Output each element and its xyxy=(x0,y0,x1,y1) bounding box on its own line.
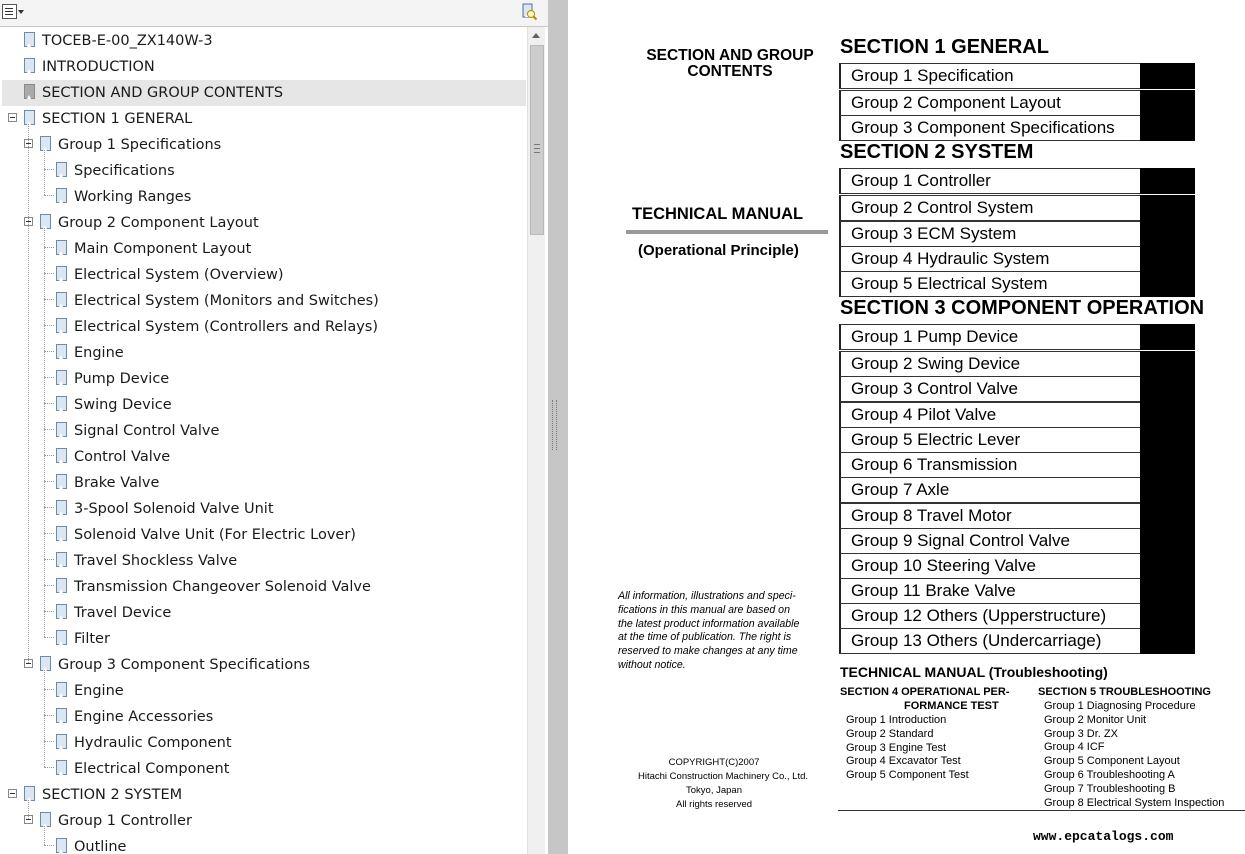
bookmark-tree xyxy=(2,28,526,854)
bookmark-icon xyxy=(56,318,67,333)
tm-subtitle: (Operational Principle) xyxy=(638,242,799,259)
bookmark-item[interactable] xyxy=(2,132,526,158)
scroll-thumb[interactable] xyxy=(530,45,544,235)
troubleshooting-title: TECHNICAL MANUAL (Troubleshooting) xyxy=(840,664,1108,680)
group-entry xyxy=(839,477,1194,503)
bookmark-icon xyxy=(24,786,35,801)
group-entry xyxy=(839,271,1194,297)
tree-connector xyxy=(44,845,54,846)
section-tab-marker xyxy=(1140,90,1195,116)
tree-connector xyxy=(44,585,54,586)
section-tab-marker xyxy=(1140,628,1195,654)
tree-connector xyxy=(44,169,54,170)
group-label: Group 2 Swing Device xyxy=(851,354,1021,373)
section-tab-marker xyxy=(1140,195,1195,221)
group-label: Group 13 Others (Undercarriage) xyxy=(851,631,1102,650)
bookmark-label: Travel Device xyxy=(74,605,172,621)
tree-connector xyxy=(44,741,54,742)
group-entry xyxy=(839,553,1194,579)
bookmark-label: Transmission Changeover Solenoid Valve xyxy=(74,579,371,595)
tree-connector xyxy=(44,507,54,508)
bookmark-icon xyxy=(56,396,67,411)
group-label: Group 10 Steering Valve xyxy=(851,556,1036,575)
section-4-title: SECTION 4 OPERATIONAL PER- FORMANCE TEST xyxy=(840,686,1010,712)
bookmark-item[interactable] xyxy=(2,470,526,496)
bookmark-item[interactable] xyxy=(2,548,526,574)
scroll-up-arrow-icon[interactable] xyxy=(528,27,545,44)
bookmark-label: Outline xyxy=(74,839,127,854)
bookmark-icon xyxy=(24,32,35,47)
bookmark-icon xyxy=(40,136,51,151)
ts-group-line: Group 1 Introduction xyxy=(846,714,947,726)
bookmark-icon xyxy=(56,552,67,567)
tree-connector xyxy=(44,767,54,768)
bookmark-icon xyxy=(56,370,67,385)
bookmark-icon xyxy=(56,240,67,255)
group-entry xyxy=(839,63,1194,89)
notice-line: without notice. xyxy=(618,658,686,671)
bookmark-label: Brake Valve xyxy=(74,475,160,491)
bookmark-icon xyxy=(56,474,67,489)
section-tab-marker xyxy=(1140,168,1195,194)
group-entry xyxy=(839,376,1194,402)
ts-group-line: Group 4 ICF xyxy=(1044,741,1105,754)
tree-connector xyxy=(44,195,54,196)
bookmark-icon xyxy=(56,448,67,463)
bookmark-icon xyxy=(56,526,67,541)
section-tab-marker xyxy=(1140,324,1195,350)
bookmark-item[interactable] xyxy=(2,340,526,366)
bookmark-icon xyxy=(40,656,51,671)
bookmark-icon xyxy=(56,708,67,723)
bookmark-item[interactable] xyxy=(2,366,526,392)
tree-connector xyxy=(44,826,45,845)
bookmark-label: Control Valve xyxy=(74,449,171,465)
bookmark-item[interactable] xyxy=(2,80,526,106)
tm-title-rule xyxy=(626,230,828,234)
section-heading: SECTION 2 SYSTEM xyxy=(840,141,1034,163)
bookmark-item[interactable] xyxy=(2,756,526,782)
bookmark-item[interactable] xyxy=(2,730,526,756)
ts-group-line: Group 5 Component Layout xyxy=(1044,755,1180,768)
document-page xyxy=(568,0,1245,854)
bookmark-item[interactable] xyxy=(2,808,526,834)
ts-group-line: Group 6 Troubleshooting A xyxy=(1044,768,1175,781)
section-tab-marker xyxy=(1140,528,1195,554)
copyright-block xyxy=(638,756,809,812)
section-5-title: SECTION 5 TROUBLESHOOTING xyxy=(1038,686,1211,698)
bookmark-label: Pump Device xyxy=(74,371,170,387)
group-label: Group 7 Axle xyxy=(851,480,950,499)
group-label: Group 3 ECM System xyxy=(851,224,1017,243)
tree-connector xyxy=(44,351,54,352)
ts-group-line: Group 2 Standard xyxy=(846,727,934,740)
tree-connector xyxy=(44,637,54,638)
group-entry xyxy=(839,528,1194,554)
bookmark-label: Specifications xyxy=(74,163,175,179)
bookmarks-scrollbar[interactable] xyxy=(527,27,545,854)
tree-connector xyxy=(44,228,45,637)
section-heading: SECTION 3 COMPONENT OPERATION xyxy=(840,297,1205,319)
section-4-groups xyxy=(846,714,969,783)
bookmark-icon xyxy=(24,110,35,125)
section-heading: SECTION 1 GENERAL xyxy=(840,36,1049,58)
bookmark-icon xyxy=(56,760,67,775)
watermark: www.epcatalogs.com xyxy=(1033,829,1174,844)
group-entry xyxy=(839,402,1194,428)
bookmark-item[interactable] xyxy=(2,288,526,314)
ts-group-line: Group 1 Diagnosing Procedure xyxy=(1044,700,1196,712)
group-label: Group 11 Brake Valve xyxy=(851,581,1016,600)
group-label: Group 9 Signal Control Valve xyxy=(851,531,1070,550)
ts-group-line: Group 4 Excavator Test xyxy=(846,755,961,768)
bookmark-icon xyxy=(56,344,67,359)
find-bookmark-icon[interactable] xyxy=(520,3,538,21)
section-tab-marker xyxy=(1140,271,1195,297)
bookmark-label: Solenoid Valve Unit (For Electric Lover) xyxy=(74,527,356,543)
bookmark-label: Group 2 Component Layout xyxy=(58,215,259,231)
section-tab-marker xyxy=(1140,553,1195,579)
bookmark-label: Electrical System (Monitors and Switches) xyxy=(74,293,379,309)
section-tab-marker xyxy=(1140,578,1195,604)
section-tab-marker xyxy=(1140,115,1195,141)
section-5-groups xyxy=(1044,700,1224,810)
bookmark-label: Group 3 Component Specifications xyxy=(58,657,311,673)
bookmark-item[interactable] xyxy=(2,418,526,444)
ts-group-line: Group 2 Monitor Unit xyxy=(1044,713,1147,726)
bookmark-label: Main Component Layout xyxy=(74,241,252,257)
bookmark-label: Hydraulic Component xyxy=(74,735,232,751)
tree-connector xyxy=(44,247,54,248)
group-label: Group 12 Others (Upperstructure) xyxy=(851,606,1107,625)
bookmark-item[interactable] xyxy=(2,54,526,80)
bookmark-label: Electrical Component xyxy=(74,761,230,777)
bookmark-item[interactable] xyxy=(2,574,526,600)
section-tab-marker xyxy=(1140,503,1195,529)
bookmark-icon xyxy=(40,812,51,827)
bookmark-icon xyxy=(24,58,35,73)
group-entry xyxy=(839,246,1194,272)
tree-connector xyxy=(44,273,54,274)
tree-connector xyxy=(44,559,54,560)
tree-connector xyxy=(28,124,29,663)
bookmark-item[interactable] xyxy=(2,262,526,288)
tree-connector xyxy=(44,150,45,195)
tree-connector xyxy=(44,429,54,430)
group-label: Group 2 Component Layout xyxy=(851,93,1061,112)
bookmark-label: Electrical System (Overview) xyxy=(74,267,284,283)
ts-group-line: Group 8 Electrical System Inspection xyxy=(1044,796,1225,809)
bookmark-icon xyxy=(56,188,67,203)
bookmark-item[interactable] xyxy=(2,106,526,132)
tree-connector xyxy=(44,670,45,767)
ts-group-line: Group 7 Troubleshooting B xyxy=(1044,782,1176,795)
notice-line: fications in this manual are based on xyxy=(618,603,790,616)
bookmark-grey-icon xyxy=(24,84,35,99)
group-entry xyxy=(839,324,1194,350)
notice-line: All information, illustrations and speci- xyxy=(618,590,796,602)
bookmark-label: Swing Device xyxy=(74,397,172,413)
bookmark-label: 3-Spool Solenoid Valve Unit xyxy=(74,501,274,517)
group-label: Group 3 Control Valve xyxy=(851,379,1018,398)
tree-connector xyxy=(44,403,54,404)
tree-connector xyxy=(44,299,54,300)
group-entry xyxy=(839,221,1194,247)
group-entry xyxy=(839,351,1194,377)
bookmark-label: INTRODUCTION xyxy=(42,59,155,75)
bookmark-label: Group 1 Controller xyxy=(58,813,192,829)
section-tab-marker xyxy=(1140,63,1195,89)
tree-connector xyxy=(44,325,54,326)
bookmark-item[interactable] xyxy=(2,678,526,704)
bookmark-label: Engine xyxy=(74,345,124,361)
bookmark-item[interactable] xyxy=(2,392,526,418)
bookmark-item[interactable] xyxy=(2,652,526,678)
bookmark-label: Engine xyxy=(74,683,124,699)
ts-group-line: Group 3 Dr. ZX xyxy=(1044,727,1118,740)
group-entry xyxy=(839,578,1194,604)
bookmark-item[interactable] xyxy=(2,496,526,522)
group-label: Group 2 Control System xyxy=(851,198,1034,217)
group-label: Group 1 Pump Device xyxy=(851,327,1019,346)
bookmark-label: Engine Accessories xyxy=(74,709,214,725)
tree-connector xyxy=(44,611,54,612)
bookmark-icon xyxy=(56,578,67,593)
tree-connector xyxy=(44,455,54,456)
group-entry xyxy=(839,195,1194,221)
bookmark-label: Filter xyxy=(74,631,110,647)
bookmark-icon xyxy=(56,500,67,515)
bookmark-label: Working Ranges xyxy=(74,189,192,205)
options-menu-icon[interactable] xyxy=(2,3,26,21)
bookmark-icon xyxy=(56,266,67,281)
group-label: Group 1 Specification xyxy=(851,66,1014,85)
bookmark-label: SECTION 2 SYSTEM xyxy=(42,787,183,803)
bookmark-label: Group 1 Specifications xyxy=(58,137,222,153)
notice-line: the latest product information available xyxy=(618,617,800,630)
section-tab-marker xyxy=(1140,376,1195,402)
ts-group-line: Group 3 Engine Test xyxy=(846,741,947,754)
bookmark-item[interactable] xyxy=(2,444,526,470)
bookmark-item[interactable] xyxy=(2,626,526,652)
group-entry xyxy=(839,603,1194,629)
group-label: Group 8 Travel Motor xyxy=(851,506,1012,525)
section-tab-marker xyxy=(1140,477,1195,503)
bookmark-label: TOCEB-E-00_ZX140W-3 xyxy=(42,33,213,49)
group-label: Group 1 Controller xyxy=(851,171,991,190)
tree-connector xyxy=(44,533,54,534)
ts-group-line: Group 5 Component Test xyxy=(846,769,969,782)
tm-title: TECHNICAL MANUAL xyxy=(632,205,804,223)
bookmarks-pane xyxy=(0,0,549,854)
tree-connector xyxy=(28,800,29,819)
copyright-line: Hitachi Construction Machinery Co., Ltd. xyxy=(638,771,809,782)
section-tab-marker xyxy=(1140,402,1195,428)
tree-connector xyxy=(44,481,54,482)
collapse-toggle-icon[interactable] xyxy=(8,789,17,798)
bookmark-icon xyxy=(56,292,67,307)
bookmark-item[interactable] xyxy=(2,704,526,730)
copyright-line: Tokyo, Japan xyxy=(686,785,742,796)
group-label: Group 5 Electrical System xyxy=(851,274,1048,293)
bookmark-item[interactable] xyxy=(2,28,526,54)
section-tab-marker xyxy=(1140,427,1195,453)
tree-connector xyxy=(44,377,54,378)
section-tab-marker xyxy=(1140,221,1195,247)
group-entry xyxy=(839,168,1194,194)
group-entry xyxy=(839,427,1194,453)
notice-text xyxy=(618,590,799,673)
group-entry xyxy=(839,503,1194,529)
bookmark-label: Electrical System (Controllers and Relays) xyxy=(74,319,379,335)
bookmark-icon xyxy=(56,734,67,749)
copyright-line: All rights reserved xyxy=(675,799,753,810)
collapse-toggle-icon[interactable] xyxy=(8,113,17,122)
bookmarks-toolbar xyxy=(0,0,548,27)
bottom-rule xyxy=(838,810,1245,811)
section-tab-marker xyxy=(1140,452,1195,478)
group-label: Group 3 Component Specifications xyxy=(851,118,1115,137)
bookmark-label: Signal Control Valve xyxy=(74,423,220,439)
group-label: Group 4 Hydraulic System xyxy=(851,249,1050,268)
bookmark-icon xyxy=(56,838,67,853)
group-label: Group 4 Pilot Valve xyxy=(851,405,997,424)
tree-connector xyxy=(44,715,54,716)
tree-connector xyxy=(44,689,54,690)
section-tab-marker xyxy=(1140,351,1195,377)
section-tab-marker xyxy=(1140,603,1195,629)
section-tab-marker xyxy=(1140,246,1195,272)
bookmark-item[interactable] xyxy=(2,184,526,210)
group-label: Group 5 Electric Lever xyxy=(851,430,1021,449)
contents-title: SECTION AND GROUP CONTENTS xyxy=(646,47,814,80)
bookmark-label: SECTION 1 GENERAL xyxy=(42,111,193,127)
bookmark-icon xyxy=(56,162,67,177)
group-entry xyxy=(839,90,1194,116)
bookmark-item[interactable] xyxy=(2,158,526,184)
notice-line: at the time of publication. The right is xyxy=(618,631,792,644)
bookmark-item[interactable] xyxy=(2,834,526,854)
bookmark-icon xyxy=(56,604,67,619)
bookmark-item[interactable] xyxy=(2,782,526,808)
group-entry xyxy=(839,452,1194,478)
group-label: Group 6 Transmission xyxy=(851,455,1018,474)
bookmark-item[interactable] xyxy=(2,236,526,262)
group-entry xyxy=(839,628,1194,654)
pane-splitter[interactable] xyxy=(548,0,568,854)
bookmark-item[interactable] xyxy=(2,600,526,626)
bookmark-label: Travel Shockless Valve xyxy=(74,553,238,569)
group-entry xyxy=(839,115,1194,141)
bookmark-item[interactable] xyxy=(2,210,526,236)
bookmark-item[interactable] xyxy=(2,522,526,548)
bookmark-icon xyxy=(56,630,67,645)
splitter-grip-icon[interactable] xyxy=(552,400,557,450)
bookmark-icon xyxy=(40,214,51,229)
bookmark-icon xyxy=(56,422,67,437)
bookmark-label: SECTION AND GROUP CONTENTS xyxy=(42,85,284,101)
copyright-line: COPYRIGHT(C)2007 xyxy=(668,757,760,768)
notice-line: reserved to make changes at any time xyxy=(618,645,798,658)
bookmark-icon xyxy=(56,682,67,697)
bookmark-item[interactable] xyxy=(2,314,526,340)
